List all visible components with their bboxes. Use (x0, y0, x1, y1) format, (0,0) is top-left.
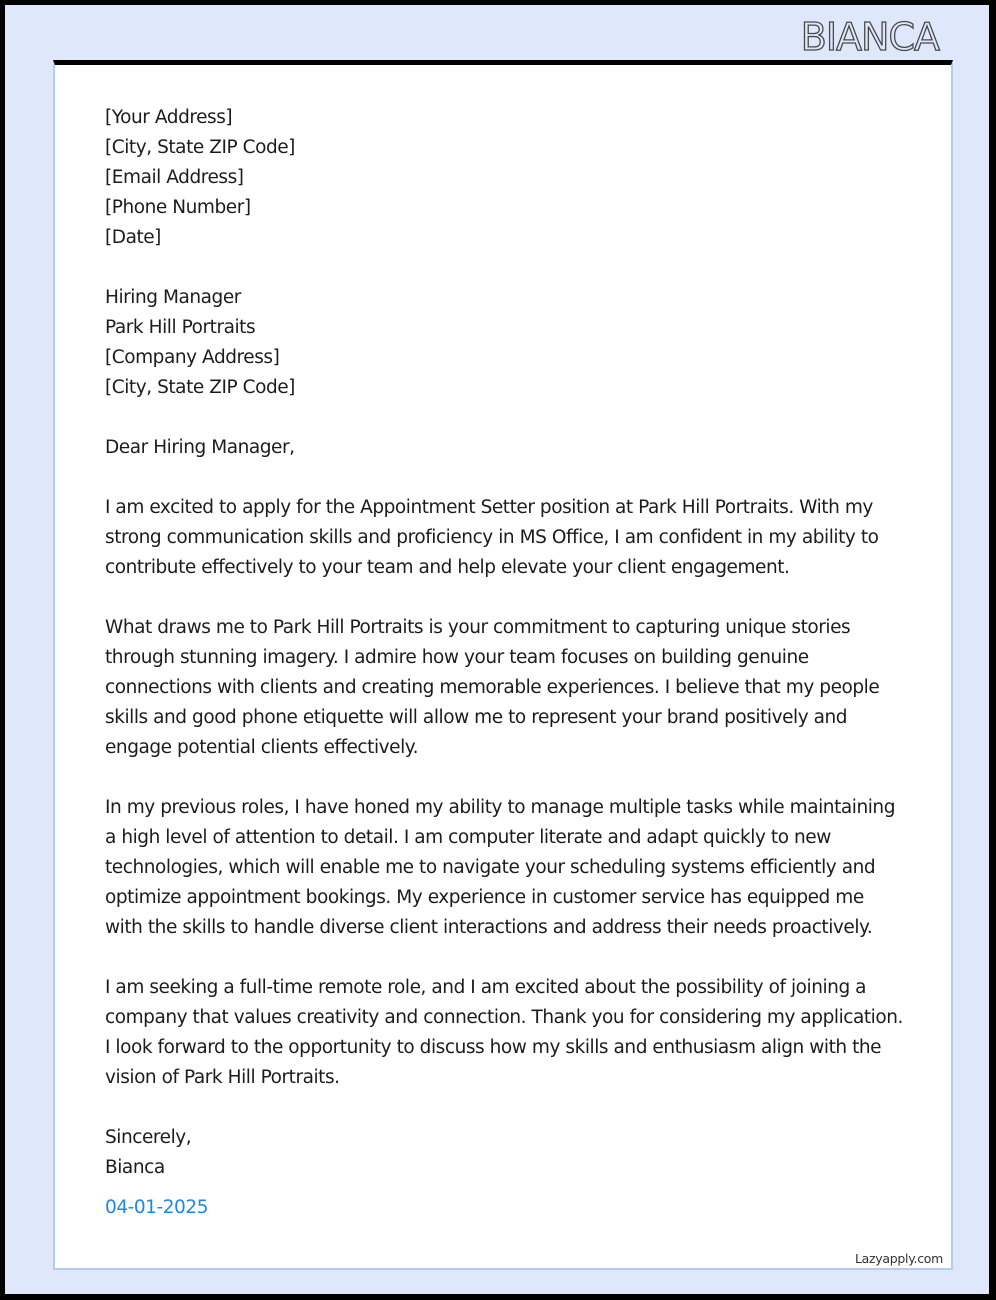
recipient-city-state-zip: [City, State ZIP Code] (105, 377, 295, 398)
sender-city-state-zip: [City, State ZIP Code] (105, 137, 295, 158)
lazyapply-watermark-link[interactable]: Lazyapply.com (855, 1251, 943, 1266)
sender-date: [Date] (105, 227, 161, 248)
sender-address-block (105, 103, 905, 253)
closing-block (105, 1123, 905, 1223)
cover-letter-page (53, 60, 953, 1270)
sender-phone: [Phone Number] (105, 197, 251, 218)
body-paragraph-closing: I am seeking a full-time remote role, and I am excited about the possibility of joining a company that values creativity and connection. Thank you for considering my application. I look forward to the opportunity to discuss how my skills and enthusiasm align with the vision of Park Hill Portraits. (105, 977, 903, 1088)
sender-address: [Your Address] (105, 107, 233, 128)
recipient-title: Hiring Manager (105, 287, 241, 308)
recipient-address: [Company Address] (105, 347, 280, 368)
valediction: Sincerely, (105, 1127, 192, 1148)
body-paragraph-experience: In my previous roles, I have honed my ability to manage multiple tasks while maintaining a high level of attention to detail. I am computer literate and adapt quickly to new technologies, which will enable me to navigate your scheduling systems efficiently and optimize appointment bookings. My experience in customer service has equipped me with the skills to handle diverse client interactions and address their needs proactively. (105, 797, 895, 938)
recipient-address-block (105, 283, 905, 403)
salutation: Dear Hiring Manager, (105, 437, 295, 458)
body-paragraph-company: What draws me to Park Hill Portraits is your commitment to capturing unique stories through stunning imagery. I admire how your team focuses on building genuine connections with clients and creating memorable experiences. I believe that my people skills and good phone etiquette will allow me to represent your brand positively and engage potential clients effectively. (105, 617, 880, 758)
sender-email: [Email Address] (105, 167, 244, 188)
letter-body (105, 103, 905, 1223)
signature-date: 04-01-2025 (105, 1197, 209, 1218)
body-paragraph-intro: I am excited to apply for the Appointment Setter position at Park Hill Portraits. With my strong communication skills and proficiency in MS Office, I am confident in my ability to contribute effectively to your team and help elevate your client engagement. (105, 497, 879, 578)
page-background (5, 5, 989, 1294)
brand-name-heading: BIANCA (800, 15, 939, 59)
signature-name: Bianca (105, 1157, 165, 1178)
recipient-company: Park Hill Portraits (105, 317, 256, 338)
